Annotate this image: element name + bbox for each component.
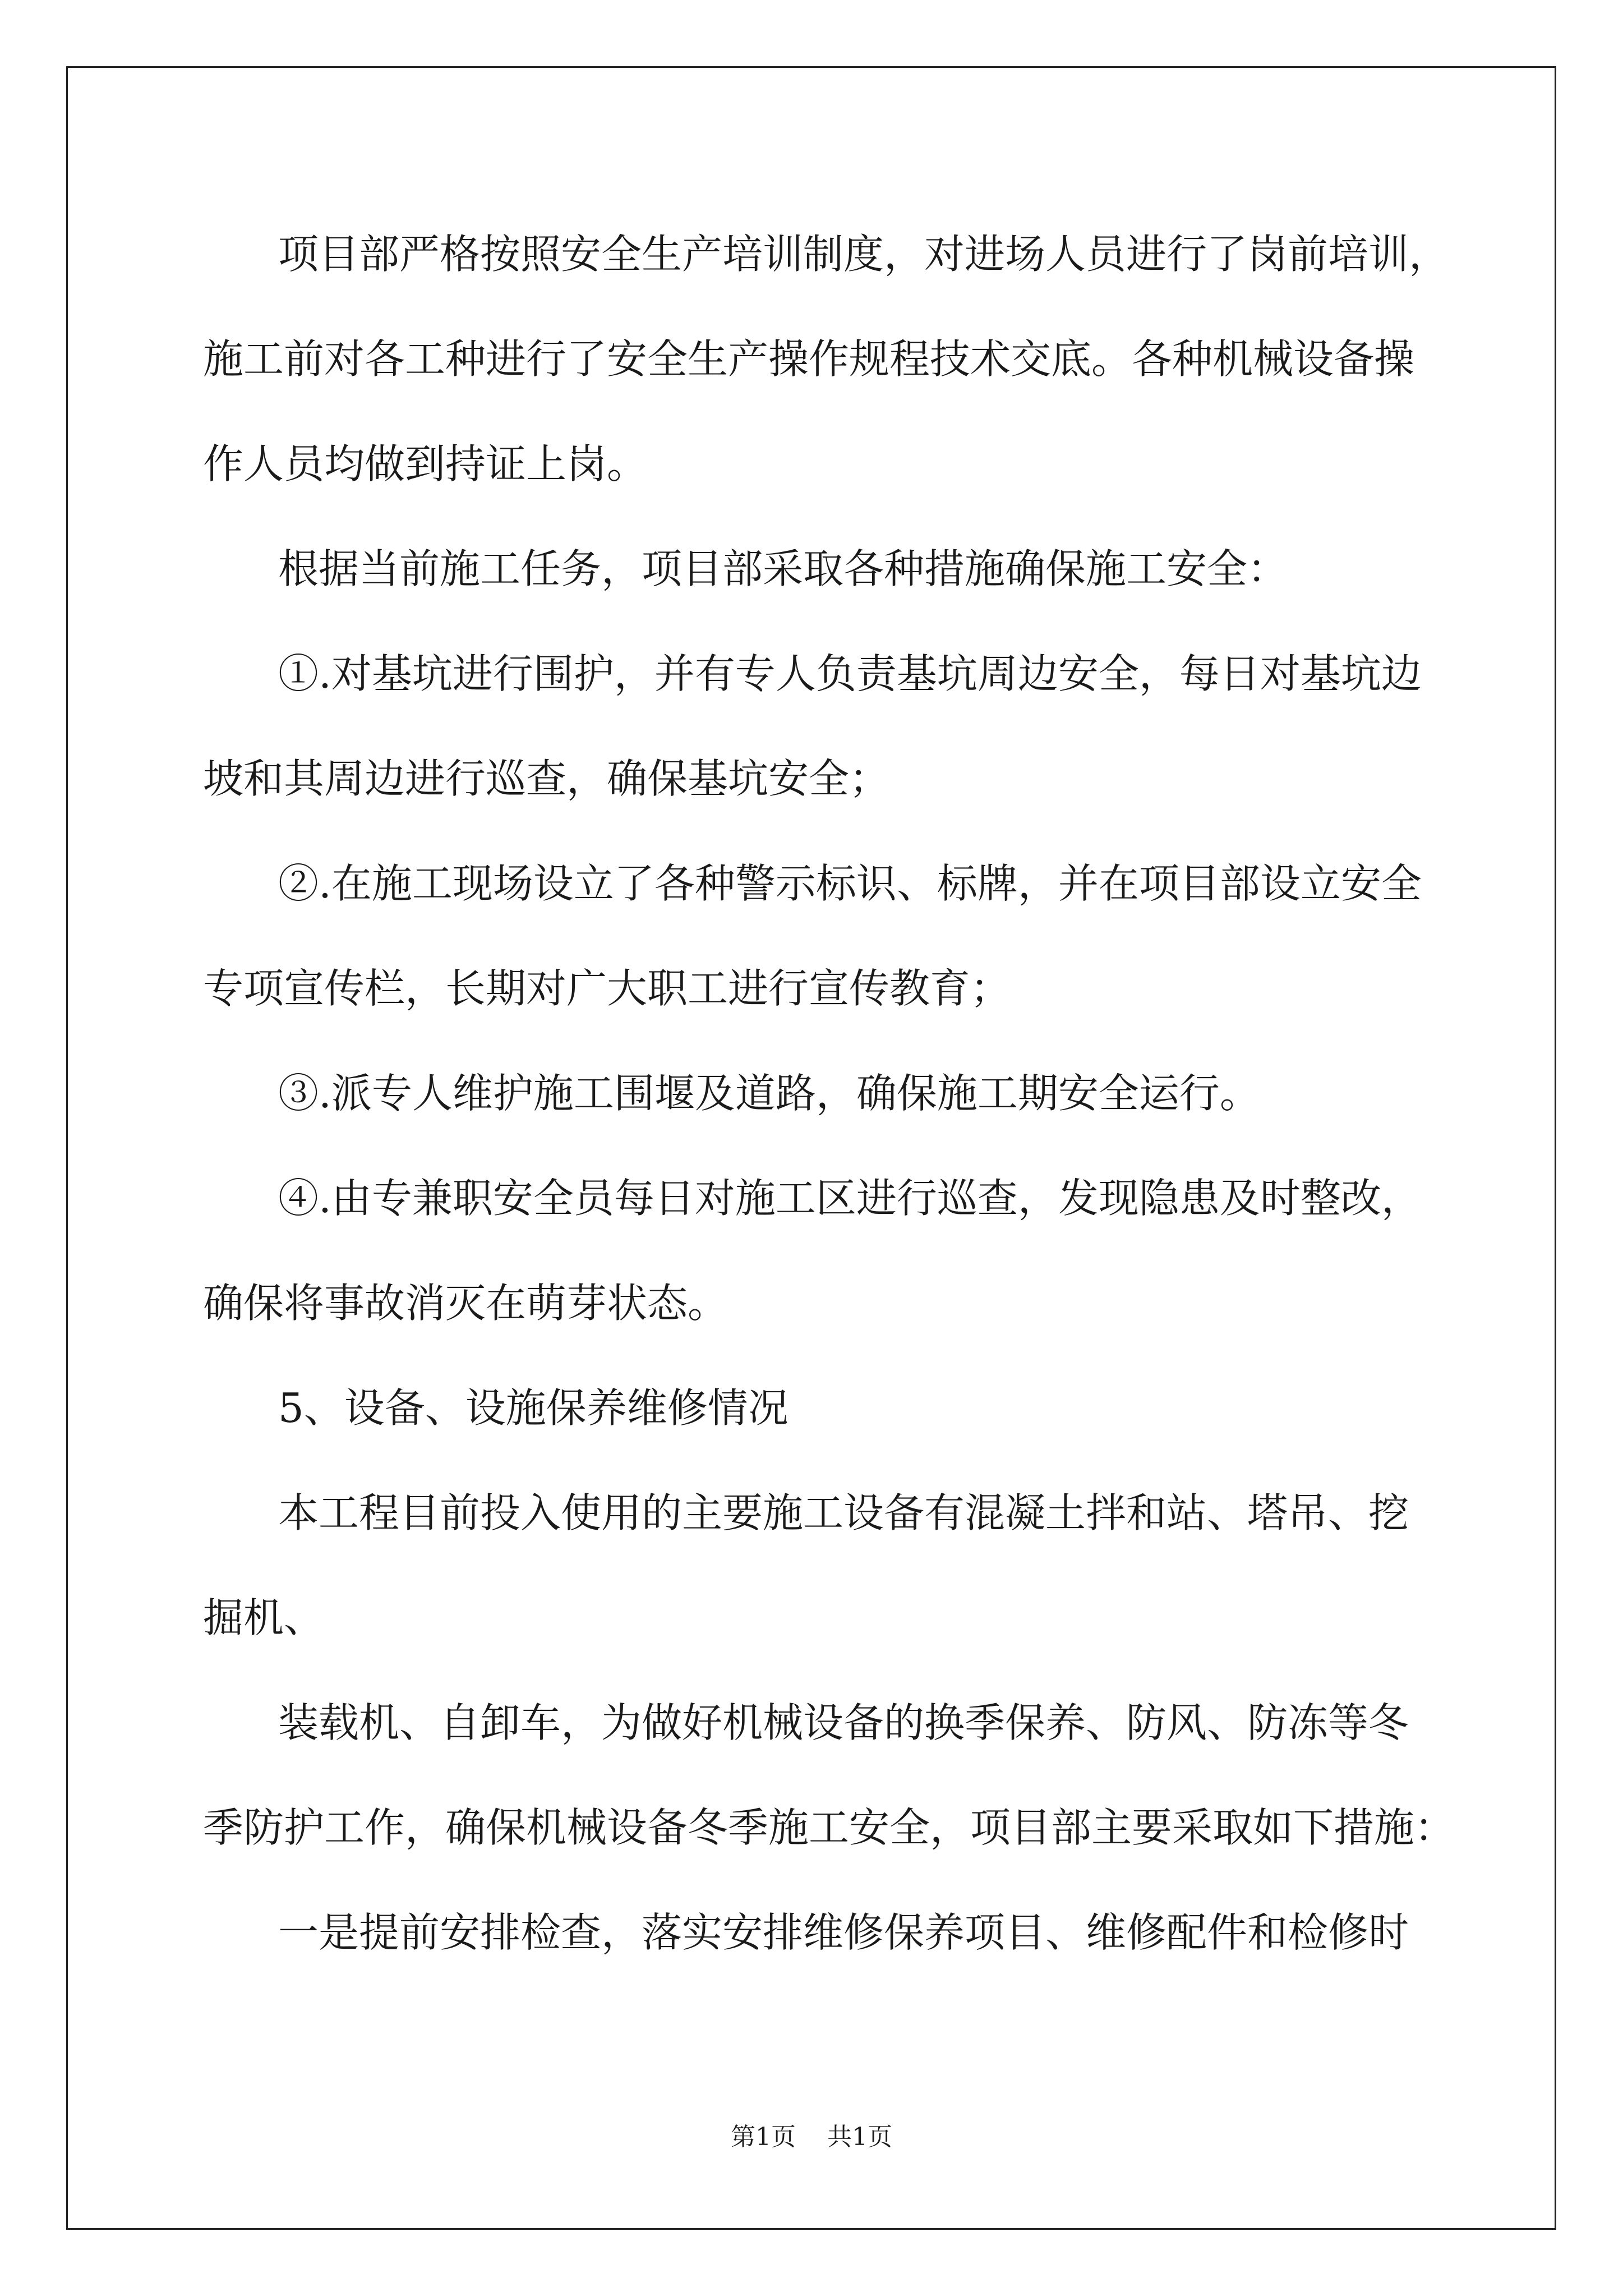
text-line: ③.派专人维护施工围堰及道路，确保施工期安全运行。 [278,1070,1260,1117]
page-total: 共1页 [827,2123,892,2151]
section-heading: 5、设备、设施保养维修情况 [278,1384,789,1432]
text-line: 根据当前施工任务，项目部采取各种措施确保施工安全： [278,545,1288,592]
text-line: 装载机、自卸车，为做好机械设备的换季保养、防风、防冻等冬 [278,1699,1409,1746]
text-line: 坡和其周边进行巡查，确保基坑安全； [203,755,890,802]
text-line: 掘机、 [203,1594,325,1641]
text-line: 确保将事故消灭在萌芽状态。 [203,1280,728,1327]
text-line: 一是提前安排检查，落实安排维修保养项目、维修配件和检修时 [278,1909,1409,1956]
document-body [203,202,1455,1985]
text-line: ②.在施工现场设立了各种警示标识、标牌，并在项目部设立安全 [278,860,1422,907]
text-line: 作人员均做到持证上岗。 [203,440,648,487]
text-line: 施工前对各工种进行了安全生产操作规程技术交底。各种机械设备操 [203,335,1415,383]
text-line: ①.对基坑进行围护，并有专人负责基坑周边安全，每日对基坑边 [278,650,1422,697]
text-line: 专项宣传栏，长期对广大职工进行宣传教育； [203,965,1011,1012]
text-line: ④.由专兼职安全员每日对施工区进行巡查，发现隐患及时整改， [278,1175,1422,1222]
page-number: 第1页 [731,2123,796,2151]
text-line: 项目部严格按照安全生产培训制度，对进场人员进行了岗前培训， [278,231,1450,278]
text-line: 本工程目前投入使用的主要施工设备有混凝土拌和站、塔吊、挖 [278,1489,1409,1536]
page-footer [0,2120,1623,2154]
text-line: 季防护工作，确保机械设备冬季施工安全，项目部主要采取如下措施： [203,1804,1455,1851]
